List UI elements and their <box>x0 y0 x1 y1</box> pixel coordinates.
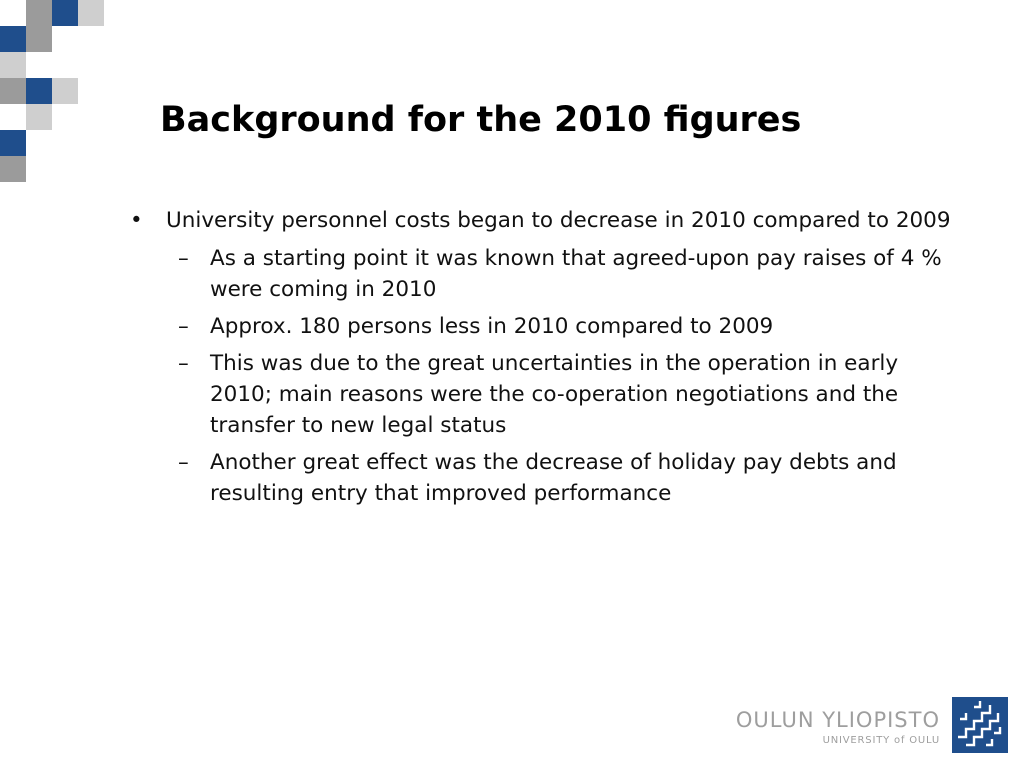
sub-bullet-text: This was due to the great uncertainties in the operation in early 2010; main reasons were the co-operation negotiations and the transfer to new legal status <box>210 351 899 438</box>
sub-bullet-item <box>125 447 965 509</box>
slide-title: Background for the 2010 figures <box>160 100 802 140</box>
sub-bullet-text: Approx. 180 persons less in 2010 compared to 2009 <box>210 314 774 339</box>
dash-marker: – <box>178 450 189 475</box>
logo-subtitle: UNIVERSITY of OULU <box>822 735 940 746</box>
bullet-item <box>125 205 965 236</box>
decor-square <box>0 52 26 78</box>
sub-bullet-item <box>125 348 965 441</box>
decor-square <box>0 78 26 104</box>
decor-square <box>26 26 52 52</box>
decor-square <box>26 104 52 130</box>
decor-square <box>0 156 26 182</box>
dash-marker: – <box>178 351 189 376</box>
sub-bullet-text: Another great effect was the decrease of holiday pay debts and resulting entry that improved performance <box>210 450 897 506</box>
decor-square <box>52 0 78 26</box>
decor-square <box>0 26 26 52</box>
sub-bullet-item <box>125 311 965 342</box>
bullet-text: University personnel costs began to decrease in 2010 compared to 2009 <box>166 208 951 233</box>
sub-bullet-item <box>125 243 965 305</box>
decor-square <box>52 78 78 104</box>
decor-square <box>26 78 52 104</box>
university-emblem-icon <box>952 697 1008 753</box>
decor-square <box>0 130 26 156</box>
slide-body <box>125 205 965 515</box>
dash-marker: – <box>178 246 189 271</box>
bullet-marker: • <box>130 208 143 233</box>
logo-name: OULUN YLIOPISTO <box>735 708 940 732</box>
dash-marker: – <box>178 314 189 339</box>
corner-squares-decoration <box>0 0 104 182</box>
university-logo <box>736 697 1008 753</box>
decor-square <box>26 0 52 26</box>
decor-square <box>78 0 104 26</box>
sub-bullet-text: As a starting point it was known that agreed-upon pay raises of 4 % were coming in 2010 <box>210 246 942 302</box>
